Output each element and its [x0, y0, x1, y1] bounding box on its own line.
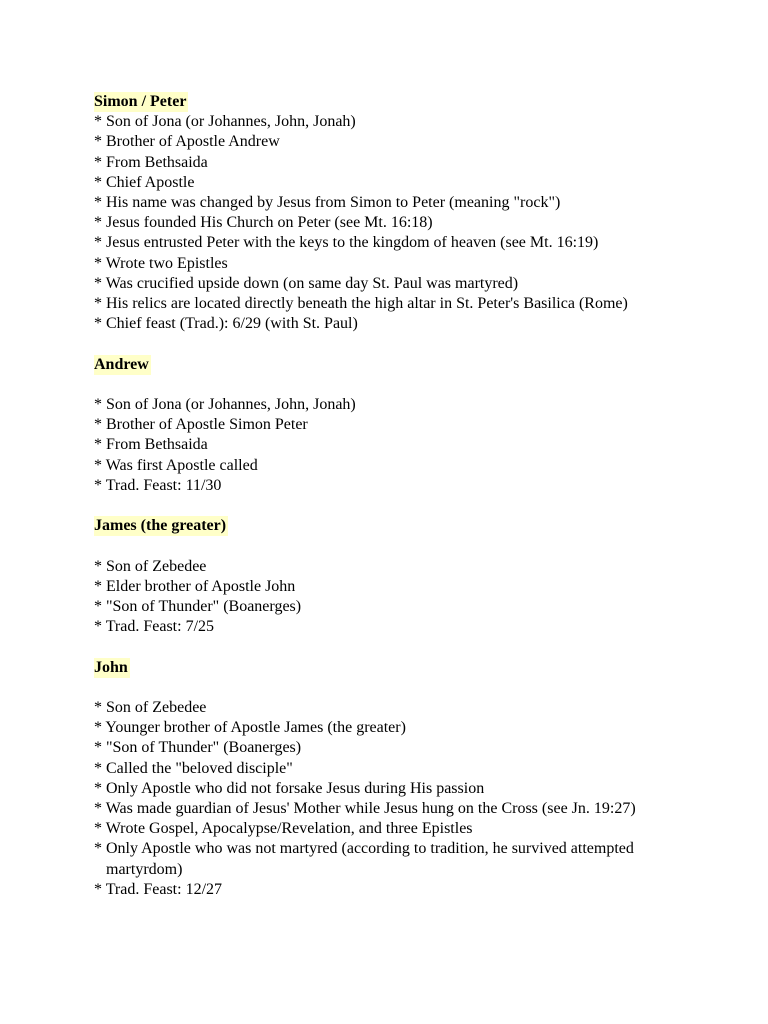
- list-item: * From Bethsaida: [94, 436, 208, 454]
- document-body: [94, 92, 694, 900]
- list-item: * Son of Zebedee: [94, 557, 207, 575]
- list-item: * Son of Zebedee: [94, 698, 207, 716]
- list-item: * Trad. Feast: 12/27: [94, 880, 223, 898]
- list-item: * Was made guardian of Jesus' Mother while Jesus hung on the Cross (see Jn. 19:27): [94, 799, 636, 817]
- section-james: [94, 516, 694, 637]
- list-item: * His relics are located directly beneath the high altar in St. Peter's Basilica (Rome): [94, 295, 628, 313]
- list-item: * Called the "beloved disciple": [94, 759, 293, 777]
- section-heading: John: [94, 658, 130, 678]
- fact-list: [94, 698, 694, 900]
- list-item: * Wrote Gospel, Apocalypse/Revelation, and three Epistles: [94, 820, 473, 838]
- list-item: * Brother of Apostle Andrew: [94, 133, 280, 151]
- list-item: * Only Apostle who was not martyred (according to tradition, he survived attempted martyrdom): [94, 840, 634, 878]
- list-item: * Only Apostle who did not forsake Jesus during His passion: [94, 779, 485, 797]
- list-item: * Son of Jona (or Johannes, John, Jonah): [94, 395, 356, 413]
- list-item: * Son of Jona (or Johannes, John, Jonah): [94, 113, 356, 131]
- section-simon-peter: [94, 92, 694, 334]
- list-item: * From Bethsaida: [94, 153, 208, 171]
- list-item: * "Son of Thunder" (Boanerges): [94, 597, 302, 615]
- section-heading: Andrew: [94, 355, 151, 375]
- list-item: * Jesus founded His Church on Peter (see Mt. 16:18): [94, 214, 433, 232]
- section-heading: James (the greater): [94, 516, 228, 536]
- section-john: [94, 658, 694, 900]
- list-item: * Jesus entrusted Peter with the keys to the kingdom of heaven (see Mt. 16:19): [94, 234, 599, 252]
- section-heading: Simon / Peter: [94, 92, 188, 112]
- fact-list: [94, 395, 694, 496]
- section-andrew: [94, 355, 694, 496]
- list-item: * Was crucified upside down (on same day St. Paul was martyred): [94, 274, 519, 292]
- list-item: * Younger brother of Apostle James (the greater): [94, 719, 406, 737]
- list-item: * Trad. Feast: 11/30: [94, 476, 222, 494]
- list-item: * Brother of Apostle Simon Peter: [94, 416, 308, 434]
- list-item: * Chief feast (Trad.): 6/29 (with St. Paul): [94, 315, 358, 333]
- list-item: * Trad. Feast: 7/25: [94, 618, 215, 636]
- list-item: * Chief Apostle: [94, 173, 195, 191]
- fact-list: [94, 112, 694, 334]
- list-item: * Elder brother of Apostle John: [94, 577, 296, 595]
- list-item: * Wrote two Epistles: [94, 254, 228, 272]
- fact-list: [94, 557, 694, 638]
- list-item: * His name was changed by Jesus from Simon to Peter (meaning "rock"): [94, 194, 561, 211]
- list-item: * Was first Apostle called: [94, 456, 258, 474]
- list-item: * "Son of Thunder" (Boanerges): [94, 739, 302, 757]
